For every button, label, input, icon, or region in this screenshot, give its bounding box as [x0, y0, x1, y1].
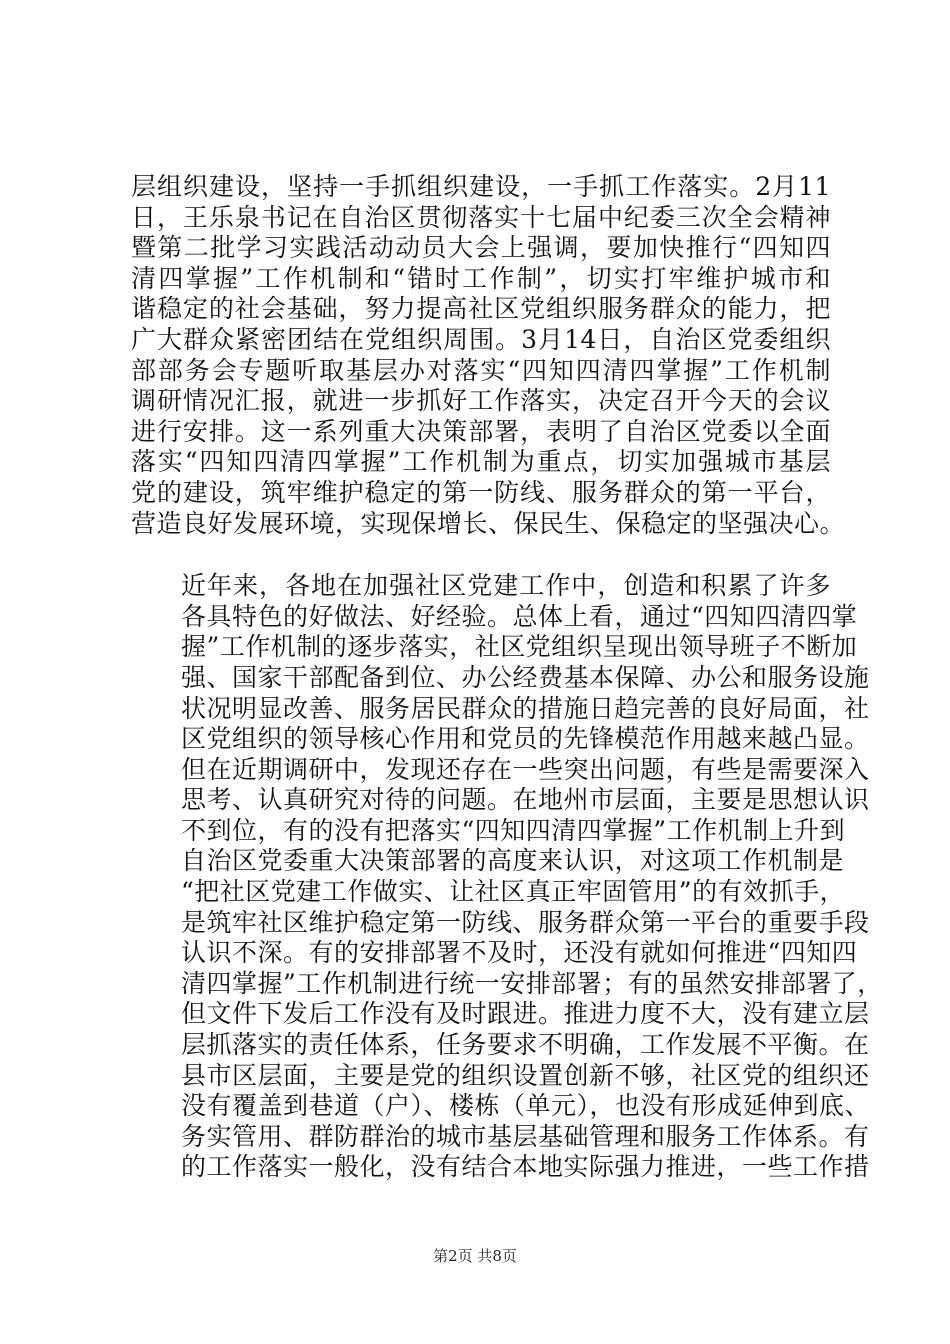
text-line: 清四掌握”工作机制进行统一安排部署；有的虽然安排部署了，	[181, 968, 883, 998]
text-line: 近年来，各地在加强社区党建工作中，创造和积累了许多	[181, 571, 831, 601]
text-line: 进行安排。这一系列重大决策部署，表明了自治区党委以全面	[131, 416, 831, 446]
text-line: 日，王乐泉书记在自治区贯彻落实十七届中纪委三次全会精神	[131, 202, 831, 232]
text-line: 清四掌握”工作机制和“错时工作制”，切实打牢维护城市和	[131, 263, 831, 293]
text-line: 部部务会专题听取基层办对落实“四知四清四掌握”工作机制	[131, 355, 831, 385]
text-line: 握”工作机制的逐步落实，社区党组织呈现出领导班子不断加	[181, 632, 858, 662]
text-line: 的工作落实一般化，没有结合本地实际强力推进，一些工作措	[181, 1152, 870, 1182]
text-line: 自治区党委重大决策部署的高度来认识，对这项工作机制是	[181, 846, 845, 876]
text-line: 暨第二批学习实践活动动员大会上强调，要加快推行“四知四	[131, 233, 831, 263]
text-line: 落实“四知四清四掌握”工作机制为重点，切实加强城市基层	[131, 447, 831, 477]
text-line: 营造良好发展环境，实现保增长、保民生、保稳定的坚强决心。	[131, 508, 846, 538]
text-line: “把社区党建工作做实、让社区真正牢固管用”的有效抓手，	[181, 877, 846, 907]
text-line: 强、国家干部配备到位、办公经费基本保障、办公和服务设施	[181, 662, 870, 692]
page-number-footer: 第2页 共8页	[433, 1247, 517, 1265]
text-line: 区党组织的领导核心作用和党员的先锋模范作用越来越凸显。	[181, 724, 870, 754]
text-line: 但在近期调研中，发现还存在一些突出问题，有些是需要深入	[181, 754, 870, 784]
text-line: 认识不深。有的安排部署不及时，还没有就如何推进“四知四	[181, 938, 858, 968]
text-line: 谐稳定的社会基础，努力提高社区党组织服务群众的能力，把	[131, 294, 831, 324]
text-line: 但文件下发后工作没有及时跟进。推进力度不大，没有建立层	[181, 999, 870, 1029]
text-line: 是筑牢社区维护稳定第一防线、服务群众第一平台的重要手段	[181, 907, 870, 937]
text-line: 层抓落实的责任体系，任务要求不明确，工作发展不平衡。在	[181, 1030, 870, 1060]
text-line: 党的建设，筑牢维护稳定的第一防线、服务群众的第一平台，	[131, 477, 831, 507]
text-line: 调研情况汇报，就进一步抓好工作落实，决定召开今天的会议	[131, 386, 831, 416]
text-line: 县市区层面，主要是党的组织设置创新不够，社区党的组织还	[181, 1060, 870, 1090]
text-line: 状况明显改善、服务居民群众的措施日趋完善的良好局面，社	[181, 693, 870, 723]
text-line: 思考、认真研究对待的问题。在地州市层面，主要是思想认识	[181, 785, 870, 815]
text-line: 务实管用、群防群治的城市基层基础管理和服务工作体系。有	[181, 1121, 870, 1151]
text-line: 层组织建设，坚持一手抓组织建设，一手抓工作落实。2月11	[131, 172, 831, 201]
text-line: 不到位，有的没有把落实“四知四清四掌握”工作机制上升到	[181, 815, 846, 845]
document-body	[131, 172, 883, 1183]
text-line: 各具特色的好做法、好经验。总体上看，通过“四知四清四掌	[181, 601, 858, 631]
paragraph-2	[131, 571, 883, 1183]
text-line: 广大群众紧密团结在党组织周围。3月14日，自治区党委组织	[131, 324, 831, 354]
paragraph-1	[131, 172, 846, 539]
text-line: 没有覆盖到巷道（户）、楼栋（单元），也没有形成延伸到底、	[181, 1091, 871, 1121]
